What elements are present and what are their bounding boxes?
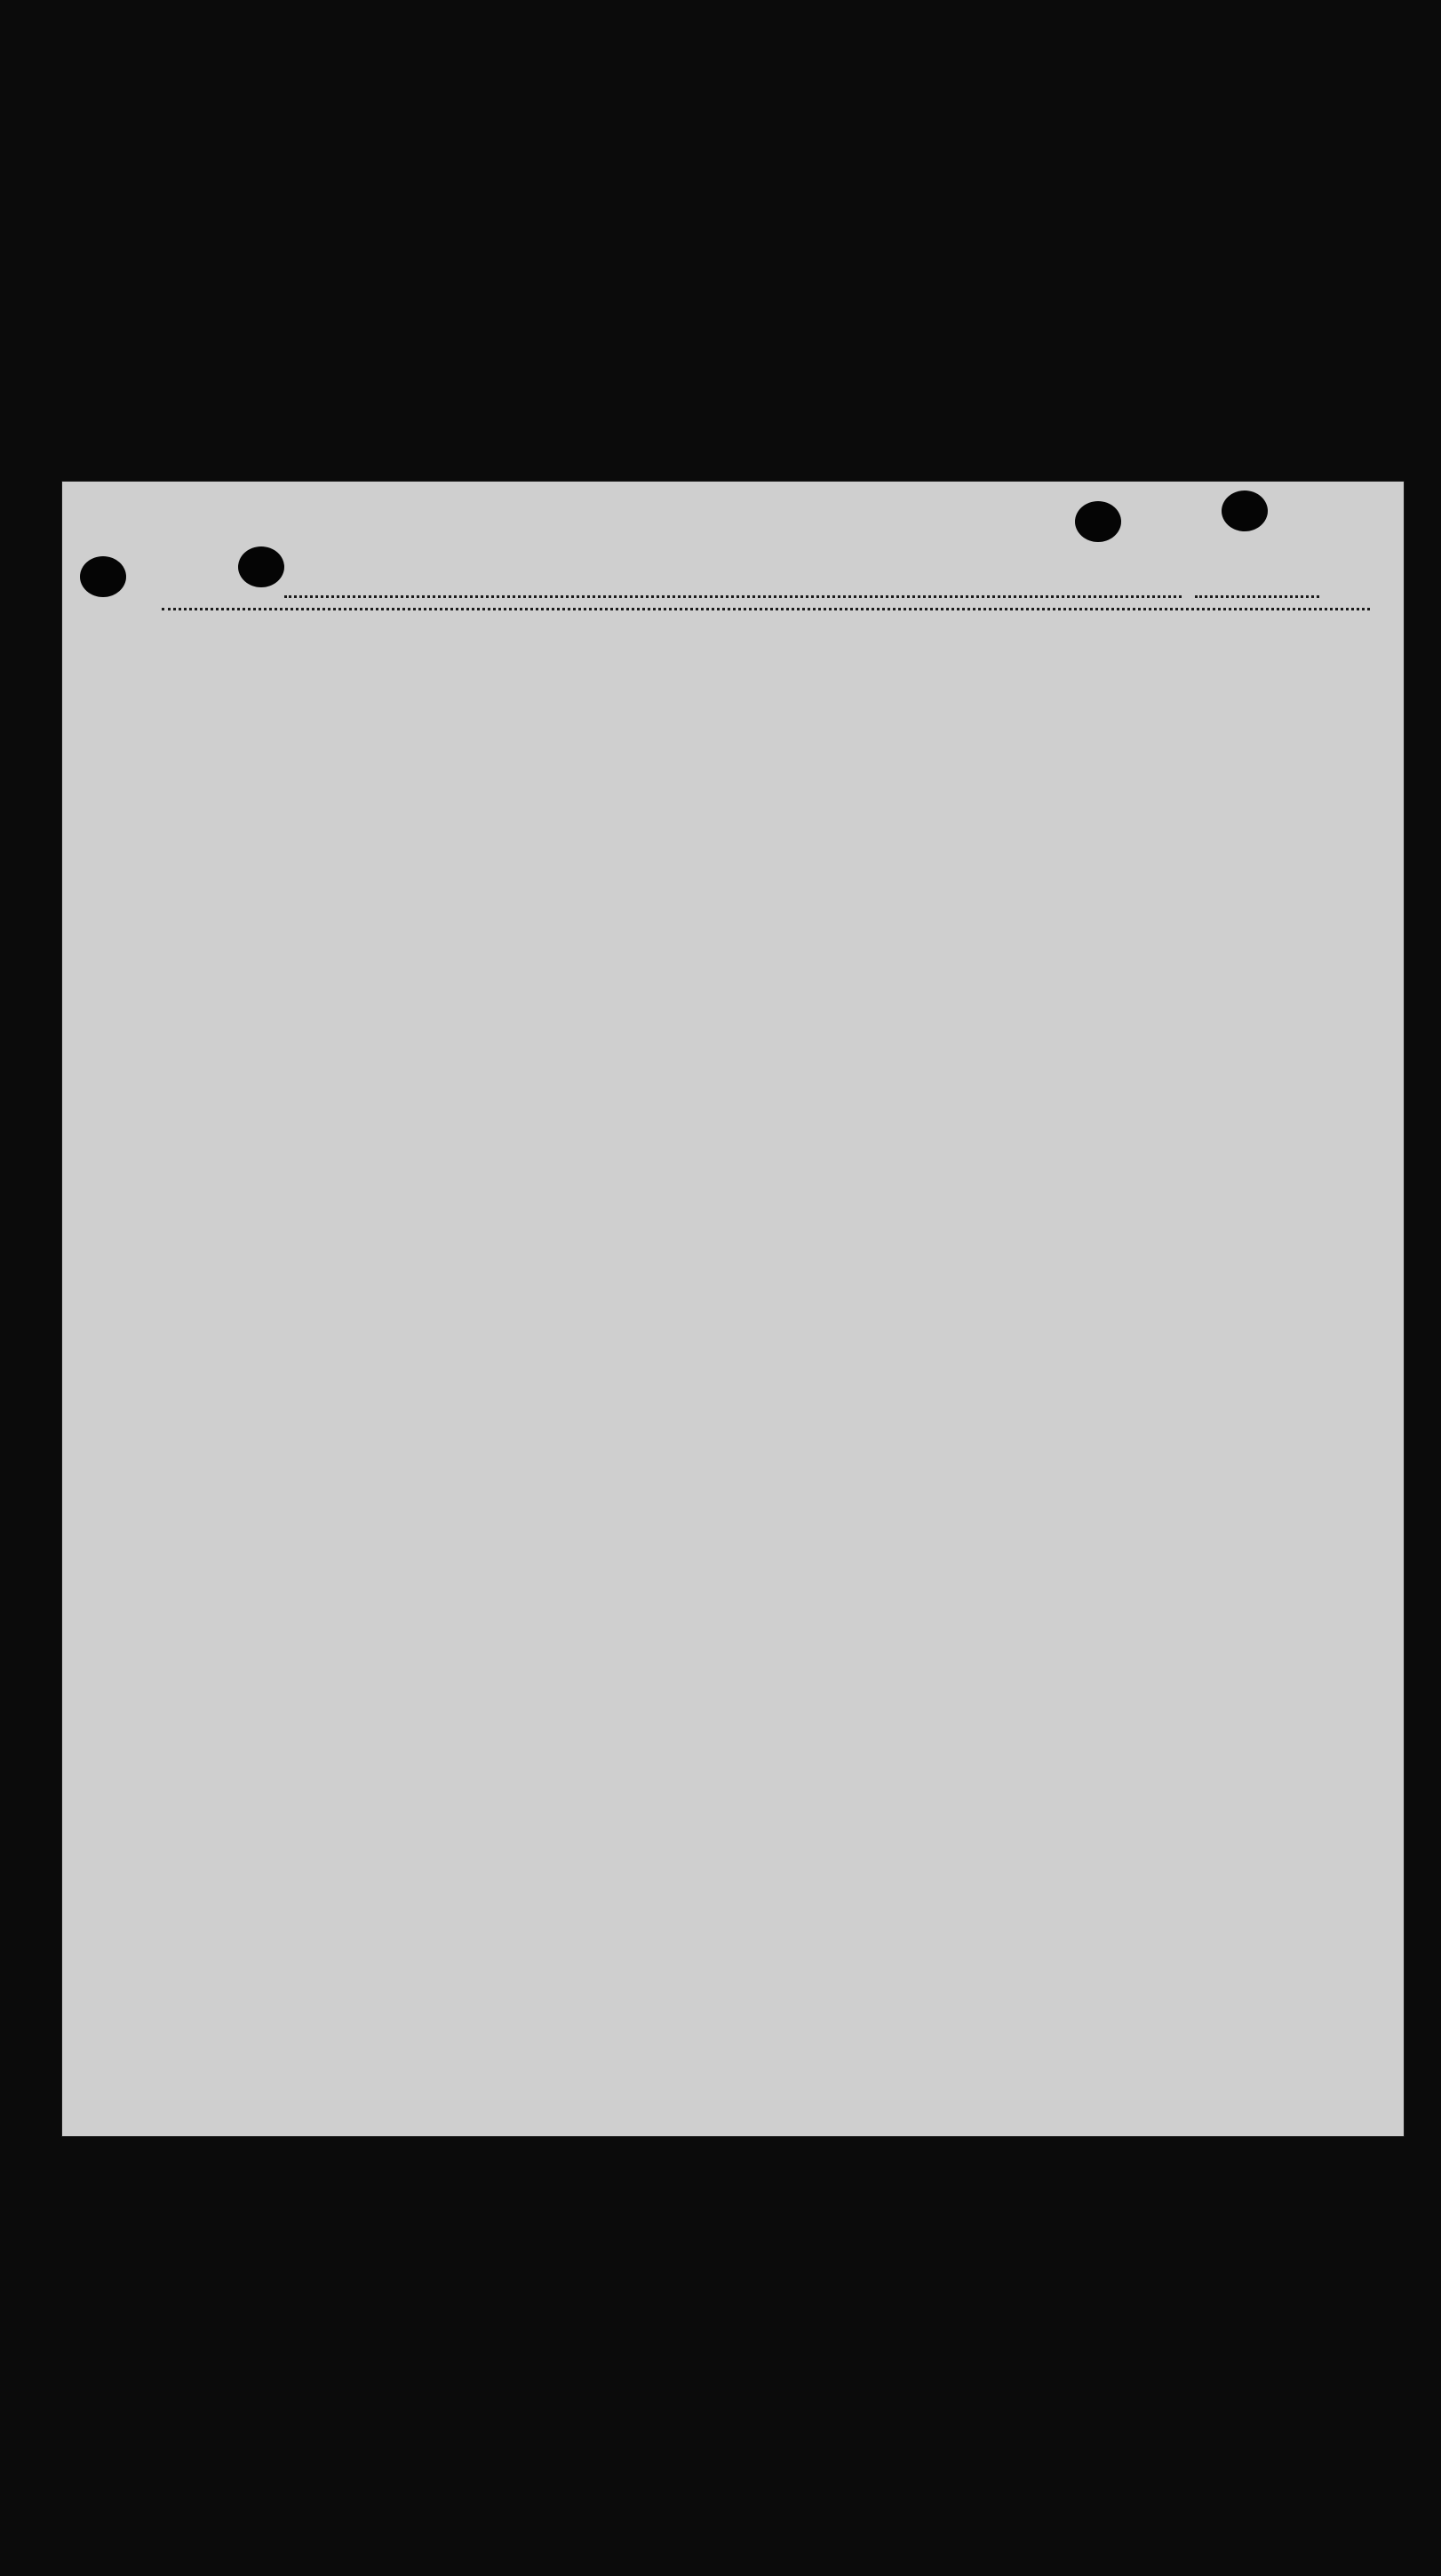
header-top-rule [162, 608, 1370, 610]
form-sheet [62, 482, 1404, 2136]
punch-hole-right [1075, 501, 1121, 542]
vessel-fill-line [284, 595, 1182, 598]
year-fill-line [1195, 595, 1319, 598]
punch-hole-left [80, 556, 126, 597]
punch-hole-right-2 [1222, 490, 1268, 531]
punch-hole-left-2 [238, 546, 284, 587]
